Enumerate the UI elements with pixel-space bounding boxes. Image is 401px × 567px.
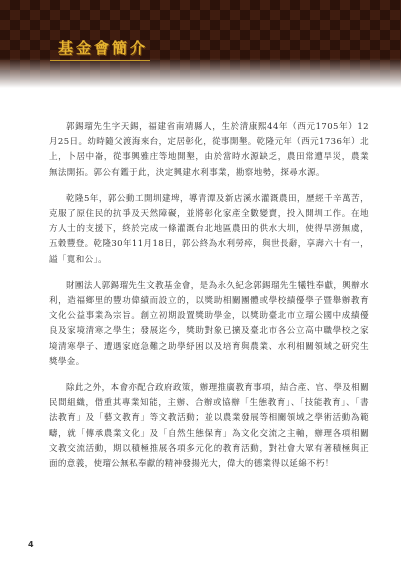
paragraph-1: 郭錫瑠先生字天錫，福建省南靖縣人，生於清康熙44年（西元1705年）12月25日。幼時隨父渡海來台，定居彰化，從事開墾。乾隆元年（西元1736年）北上，卜居中崙，從事興雅庄等地開墾，由於當時水源缺乏，農田常遭旱災，農業無法開拓。郭公有鑑于此，決定興建水利事業，勘察地勢，探尋水源。 <box>49 122 369 178</box>
article-body <box>49 120 369 483</box>
page-number: 4 <box>28 540 34 549</box>
paragraph-2: 乾隆5年，郭公動工開圳建埤，導青潭及新店溪水灌溉農田，歷經千辛萬苦，克服了原住民的抗爭及天然障礙，並將彰化家產全數變賣，投入開圳工作。在地方人士的支援下，終於完成一條灌溉台北地區農田的供水大圳，使得旱澇無虞，五穀豐登。乾隆30年11月18日，郭公終為水利勞瘁，與世長辭，享壽六十有一，謚「寬和公」。 <box>49 193 369 265</box>
title-underline <box>50 60 150 61</box>
paragraph-4: 除此之外，本會亦配合政府政策，辦理推廣教育事項，結合產、官、學及相關民間組織，借重其專業知能，主辦、合辦或協辦「生態教育」、「技能教育」、「書法教育」及「藝文教育」等文教活動；並以農業發展等相關領域之學術活動為範疇，就「傳承農業文化」及「自然生態保育」為文化交流之主軸，辦理各項相關文教交流活動，期以積極推展各項多元化的教育活動，對社會大眾有著積極與正面的意義，使瑠公無私奉獻的精神發揚光大，偉大的德業得以延綿不朽！ <box>49 383 369 470</box>
paragraph-3: 財團法人郭錫瑠先生文教基金會，是為永久紀念郭錫瑠先生犧牲奉獻，興辦水利，造福鄉里的豐功偉績而設立的，以獎助相關團體或學校績優學子暨舉辦教育文化公益事業為宗旨。創立初期設置獎助學金，以獎助臺北市立瑠公國中成績優良及家境清寒之學生；發展迄今，獎助對象已擴及臺北市各公立高中職學校之家境清寒學子、遭遇家庭急難之助學紓困以及培育與農業、水利相關領域之研究生獎學金。 <box>49 280 369 367</box>
page-title: 基金會簡介 <box>58 39 149 57</box>
